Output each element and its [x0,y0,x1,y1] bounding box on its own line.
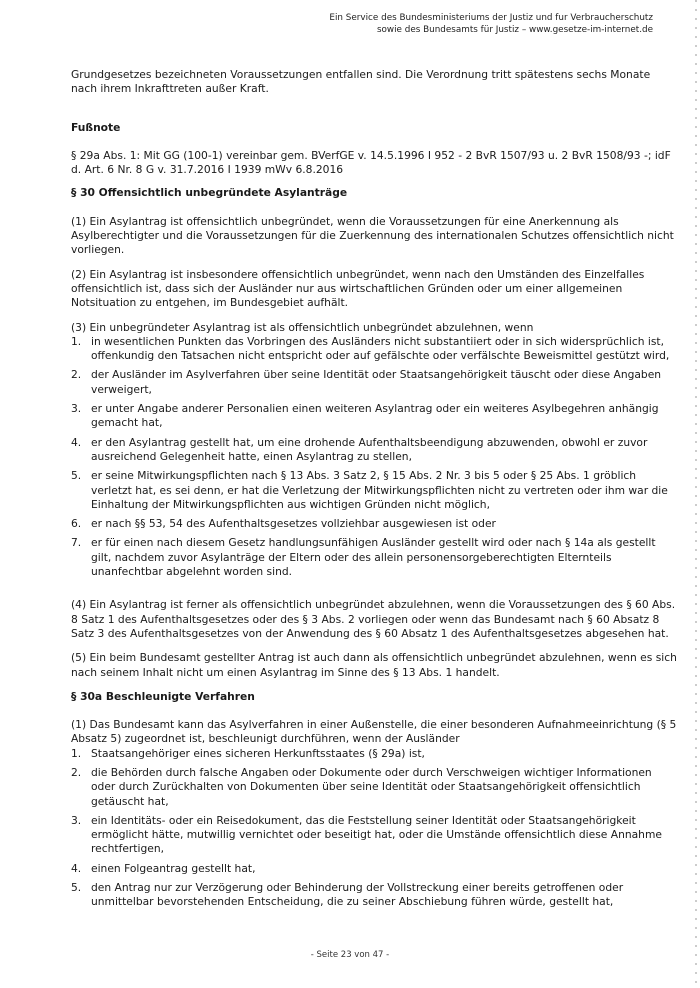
list-item-text: er den Asylantrag gestellt hat, um eine drohende Aufenthaltsbeendigung abzuwenden, obwohl er zuvor ausreichend Gelegenheit hatte, einen Asylantrag zu stellen, [91,435,648,463]
page-header [329,12,653,36]
list-item-text: ein Identitäts- oder ein Reisedokument, das die Feststellung seiner Identität oder Staatsangehörigkeit ermöglicht hätte, mutwillig vernichtet oder beseitigt hat, oder die Umstände offensichtlich diese Annahme rechtfertigen, [91,813,662,856]
list-item-text: den Antrag nur zur Verzögerung oder Behinderung der Vollstreckung einer bereits getroffenen oder unmittelbar bevorstehenden Entscheidung, die zu seiner Abschiebung führen würde, gestellt hat, [91,881,624,909]
list-item-number: 3. [71,402,82,416]
list-item [71,747,678,761]
page-footer: - Seite 23 von 47 - [310,950,390,960]
section-30-list [71,335,678,579]
list-item [71,368,678,397]
list-item-number: 1. [71,334,82,348]
list-item-number: 2. [71,765,82,779]
list-item-text: er nach §§ 53, 54 des Aufenthaltsgesetzes vollziehbar ausgewiesen ist oder [91,517,496,531]
section-30-heading: § 30 Offensichtlich unbegründete Asylanträge [71,186,348,200]
section-30-paragraph-5: (5) Ein beim Bundesamt gestellter Antrag ist auch dann als offensichtlich unbegründet abzulehnen, wenn es sich nach seinem Inhalt nicht um einen Asylantrag im Sinne des § 13 Abs. 1 handelt. [71,651,677,679]
section-30-paragraph-2: (2) Ein Asylantrag ist insbesondere offensichtlich unbegründet, wenn nach den Umständen des Einzelfalles offensichtlich ist, dass sich der Ausländer nur aus wirtschaftlichen Gründen oder um einer allgemeinen Notsituation zu entgehen, im Bundesgebiet aufhält. [71,267,645,310]
list-item-number: 6. [71,517,82,531]
list-item [71,881,678,910]
list-item [71,335,678,364]
list-item-number: 2. [71,368,82,382]
list-item-number: 5. [71,881,82,895]
header-line-2: sowie des Bundesamts für Justiz – www.gesetze-im-internet.de [376,25,653,35]
section-30a-paragraph-1: (1) Das Bundesamt kann das Asylverfahren in einer Außenstelle, die einer besonderen Aufnahmeeinrichtung (§ 5 Absatz 5) zugeordnet ist, beschleunigt durchführen, wenn der Ausländer [71,718,677,746]
list-item [71,814,678,857]
document-body [71,68,678,915]
list-item [71,469,678,512]
list-item-number: 4. [71,435,82,449]
list-item-text: die Behörden durch falsche Angaben oder Dokumente oder durch Verschweigen wichtiger Informationen oder durch Zurückhalten von Dokumenten über seine Identität oder Staatsangehörigkeit offensichtlich getäuscht hat, [91,765,652,808]
list-item [71,536,678,579]
section-30-paragraph-1: (1) Ein Asylantrag ist offensichtlich unbegründet, wenn die Voraussetzungen für eine Anerkennung als Asylberechtigter und die Voraussetzungen für die Zuerkennung des internationalen Schutzes offensichtlich nicht vorliegen. [71,214,674,257]
intro-paragraph: Grundgesetzes bezeichneten Voraussetzungen entfallen sind. Die Verordnung tritt spätestens sechs Monate nach ihrem Inkrafttreten außer Kraft. [71,68,651,96]
section-30-paragraph-3: (3) Ein unbegründeter Asylantrag ist als offensichtlich unbegründet abzulehnen, wenn [71,320,534,334]
list-item-text: er unter Angabe anderer Personalien einen weiteren Asylantrag oder ein weiteres Asylbegehren anhängig gemacht hat, [91,402,659,430]
section-30a-list [71,747,678,910]
list-item-number: 5. [71,469,82,483]
list-item [71,436,678,465]
section-30a-heading: § 30a Beschleunigte Verfahren [71,689,255,703]
scan-edge-marks [695,0,697,988]
list-item-text: der Ausländer im Asylverfahren über seine Identität oder Staatsangehörigkeit täuscht oder diese Angaben verweigert, [91,368,662,396]
list-item-number: 1. [71,746,82,760]
list-item [71,517,678,531]
footnote-text: § 29a Abs. 1: Mit GG (100-1) vereinbar gem. BVerfGE v. 14.5.1996 I 952 - 2 BvR 1507/93 u. 2 BvR 1508/93 -; idF d. Art. 6 Nr. 8 G v. 31.7.2016 I 1939 mWv 6.8.2016 [71,148,671,177]
list-item-number: 7. [71,536,82,550]
list-item-text: er für einen nach diesem Gesetz handlungsunfähigen Ausländer gestellt wird oder nach § 14a als gestellt gilt, nachdem zuvor Asylanträge der Eltern oder des allein personensorgeberechtigten Elternteils unanfechtbar abgelehnt worden sind. [91,536,656,579]
list-item [71,862,678,876]
list-item-text: in wesentlichen Punkten das Vorbringen des Ausländers nicht substantiiert oder in sich widersprüchlich ist, offenkundig den Tatsachen nicht entspricht oder auf gefälschte oder verfälschte Beweismittel gestützt wird, [91,334,670,363]
list-item [71,766,678,809]
list-item-number: 3. [71,813,82,827]
footnote-heading: Fußnote [71,120,121,134]
list-item-text: er seine Mitwirkungspflichten nach § 13 Abs. 3 Satz 2, § 15 Abs. 2 Nr. 3 bis 5 oder § 25 Abs. 1 gröblich verletzt hat, es sei denn, er hat die Verletzung der Mitwirkungspflichten nicht zu vertreten oder ihm war die Einhaltung der Mitwirkungspflichten aus wichtigen Gründen nicht möglich, [91,469,668,511]
section-30-paragraph-4: (4) Ein Asylantrag ist ferner als offensichtlich unbegründet abzulehnen, wenn die Voraussetzungen des § 60 Abs. 8 Satz 1 des Aufenthaltsgesetzes oder des § 3 Abs. 2 vorliegen oder wenn das Bundesamt nach § 60 Absatz 8 Satz 3 des Aufenthaltsgesetzes von der Anwendung des § 60 Absatz 1 des Aufenthaltsgesetzes abgesehen hat. [71,598,676,640]
list-item-text: Staatsangehöriger eines sicheren Herkunftsstaates (§ 29a) ist, [91,746,425,760]
header-line-1: Ein Service des Bundesministeriums der Justiz und fur Verbraucherschutz [329,13,653,23]
list-item [71,402,678,431]
list-item-text: einen Folgeantrag gestellt hat, [91,861,256,875]
list-item-number: 4. [71,861,82,875]
